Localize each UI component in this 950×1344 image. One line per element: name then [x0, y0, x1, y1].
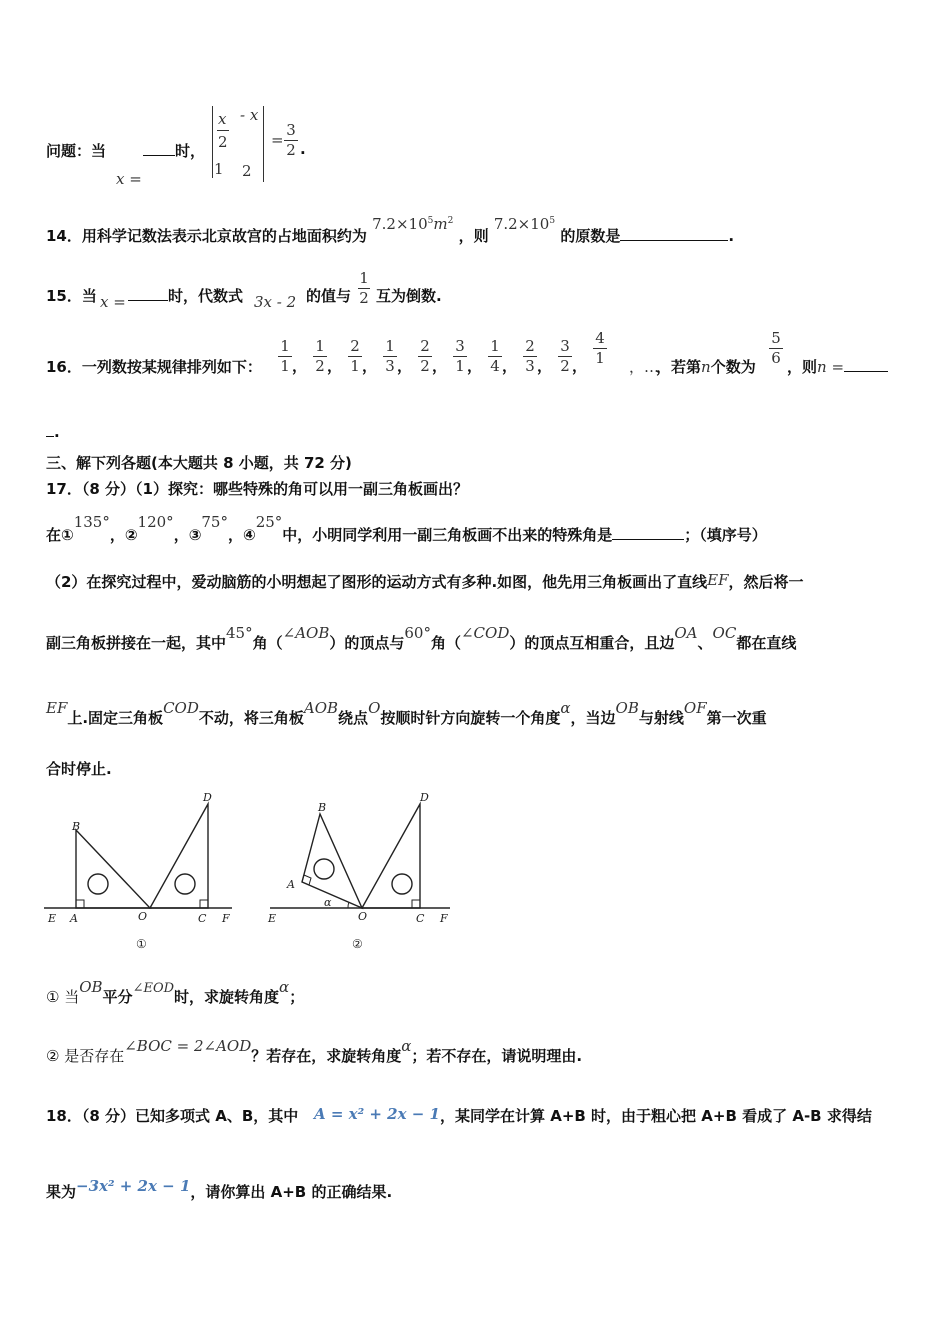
- q17-sub1-b: 平分: [102, 988, 133, 1006]
- q16-fraction: [593, 330, 607, 367]
- q16-fraction-num: 1: [490, 337, 500, 355]
- q16-comma: ，: [432, 357, 448, 375]
- fig2-triangle-aob: [302, 814, 362, 908]
- q16-fraction: [488, 330, 523, 376]
- q15-frac-num: 1: [359, 269, 369, 287]
- q14-blank[interactable]: [620, 226, 728, 241]
- figure-2: [267, 791, 450, 951]
- fig1-label-a: A: [70, 912, 78, 925]
- q16-target-fraction: [769, 330, 783, 367]
- q14-area: [372, 215, 453, 233]
- q16-text3: 个数为: [710, 358, 756, 376]
- q18-text4: ，请你算出 A+B 的正确结果.: [190, 1183, 393, 1201]
- q16-fraction-num: 3: [560, 337, 570, 355]
- q17-angle-25: 25°: [255, 513, 283, 531]
- q13-det-a: x: [218, 110, 227, 128]
- q16-fraction-num: 3: [455, 337, 465, 355]
- q17-p2-b: ，然后将一: [728, 573, 804, 591]
- q17-sub2-eq: ∠BOC = 2∠AOD: [124, 1037, 252, 1055]
- q16-fraction-den: 2: [315, 357, 325, 375]
- q17-p3-60: 60°: [404, 624, 431, 642]
- q13-det-c: - x: [240, 106, 259, 124]
- q17-sub1: [46, 978, 305, 1007]
- q14-num: [494, 215, 555, 233]
- q18-text3: 果为: [46, 1183, 77, 1201]
- q17-p2: [46, 571, 804, 592]
- q16-blank[interactable]: [844, 357, 888, 372]
- q15-blank-group: [128, 285, 243, 306]
- q17-p4-of: OF: [683, 699, 707, 717]
- q17-p3-e: ）的顶点互相重合，且边: [509, 634, 675, 652]
- q16-cont-period: .: [54, 423, 60, 441]
- q17-line2-c: ，③: [173, 526, 202, 544]
- q18-formula-a: A = x² + 2x − 1: [313, 1105, 440, 1123]
- q16-fraction-num: 1: [280, 337, 290, 355]
- q16-comma: ，: [537, 357, 553, 375]
- q17-line2: [46, 513, 767, 545]
- q16-fraction: [383, 330, 418, 376]
- q14-area-base: 7.2×10: [372, 215, 428, 233]
- q17-line2-d: ，④: [227, 526, 256, 544]
- q16-ellipsis-glyph: …: [644, 358, 660, 376]
- q13-blank[interactable]: [143, 141, 175, 156]
- q17-sub1-c: 时，求旋转角度: [174, 988, 280, 1006]
- q17-p4-b: 不动，将三角板: [198, 709, 304, 727]
- q13-eq-den: 2: [286, 141, 296, 159]
- q17-p4-c: 绕点: [338, 709, 369, 727]
- q17-p3-oa: OA: [674, 624, 698, 642]
- q16-fraction: [278, 330, 313, 376]
- q17-figures: [40, 786, 460, 956]
- q17-p3-aob: ∠AOB: [282, 624, 330, 642]
- q16-fraction-num: 2: [420, 337, 430, 355]
- q16-fraction-num: 2: [350, 337, 360, 355]
- q15-text3: 的值与: [306, 287, 352, 305]
- q17-p3-45: 45°: [226, 624, 253, 642]
- fig2-caption: ②: [352, 937, 363, 951]
- q16-ellipsis: ，…: [629, 358, 660, 376]
- q13-det-a-bar: [217, 130, 229, 131]
- fig2-label-d: D: [420, 791, 429, 804]
- q17-p3-c: ）的顶点与: [329, 634, 405, 652]
- q17-line2-e: 中，小明同学利用一副三角板画不出来的特殊角是: [282, 526, 613, 544]
- q17-p3-b: 角（: [252, 634, 283, 652]
- q17-sub1-alpha: α: [279, 978, 290, 996]
- fig2-right-angle-c: [412, 900, 420, 908]
- q16-fraction-den: 1: [595, 349, 605, 367]
- q16-fraction-den: 3: [385, 357, 395, 375]
- q16-target-num: 5: [771, 329, 781, 347]
- q16-text4: ，则: [787, 358, 818, 376]
- q16-blank-cont[interactable]: [46, 422, 54, 437]
- q16-fraction-num: 1: [385, 337, 395, 355]
- q18-line2: [46, 1177, 393, 1202]
- q15-fraction: [358, 270, 370, 307]
- q14-num-exp: 5: [549, 216, 556, 226]
- q16-fraction: [313, 330, 348, 376]
- q17-sub2: [46, 1037, 583, 1066]
- q17-sub1-d: ；: [289, 988, 305, 1006]
- fig2-hole-2: [392, 874, 412, 894]
- q16-target-den: 6: [771, 349, 781, 367]
- q17-p4-g: 第一次重: [706, 709, 767, 727]
- fig1-label-c: C: [198, 912, 207, 925]
- q17-p4-alpha: α: [560, 699, 571, 717]
- q16-text2-group: [656, 356, 756, 377]
- q14-area-exp: 5: [427, 216, 434, 226]
- q16-fraction-den: 4: [490, 357, 500, 375]
- fig2-hole-1: [314, 859, 334, 879]
- q17-p4-f: 与射线: [638, 709, 684, 727]
- fig2-label-alpha: α: [324, 896, 332, 909]
- q18-line1: [46, 1105, 872, 1126]
- q13-det-b: 2: [218, 133, 228, 151]
- q13-eq-sign: =: [271, 131, 284, 149]
- q17-sub1-ob: OB: [79, 978, 103, 996]
- q16-fraction: [418, 330, 453, 376]
- q16-n: n: [701, 358, 711, 376]
- q14-period: .: [728, 227, 735, 245]
- fig1-right-angle-c: [200, 900, 208, 908]
- q17-line2-a: 在①: [46, 526, 74, 544]
- q16-comma: ，: [397, 357, 413, 375]
- q17-sub1-eod: ∠EOD: [132, 981, 175, 996]
- q15-blank[interactable]: [128, 286, 168, 301]
- q13-prefix: 问题：当: [46, 142, 107, 160]
- fig2-label-a: A: [287, 878, 295, 891]
- q17-line2-b: ，②: [109, 526, 138, 544]
- q16-text1: 16．一列数按某规律排列如下：: [46, 358, 262, 376]
- q14-text2: ，则: [458, 227, 489, 245]
- q16-fraction-num: 4: [595, 329, 605, 347]
- q18-text1: 18．（8 分）已知多项式 A、B，其中: [46, 1107, 299, 1125]
- q17-p4-o: O: [368, 699, 381, 717]
- fig1-label-d: D: [203, 791, 212, 804]
- fig2-triangle-cod: [362, 804, 420, 908]
- q16-comma: ，: [467, 357, 483, 375]
- q13-blank-group: [143, 140, 205, 161]
- q17-sub1-a: ① 当: [46, 988, 80, 1006]
- q13-det-left-bar: [212, 106, 213, 178]
- fig1-hole-1: [88, 874, 108, 894]
- q14-num-base: 7.2×10: [493, 215, 550, 233]
- q13-blank-after: 时，: [175, 142, 206, 160]
- q16-comma: ，: [502, 357, 518, 375]
- q17-p2-a: （2）在探究过程中，爱动脑筋的小明想起了图形的运动方式有多种.如图，他先用三角板画出了直线: [46, 573, 708, 591]
- q17-p4-ef: EF: [46, 699, 68, 717]
- q17-p3-oc: OC: [712, 624, 737, 642]
- q17-p4-cod: COD: [163, 699, 199, 717]
- q17-angle-135: 135°: [73, 513, 110, 531]
- q17-p4: [46, 699, 767, 728]
- q16-fraction-den: 2: [560, 357, 570, 375]
- fig2-alpha-arc: [348, 902, 349, 908]
- q16-fraction: [523, 330, 558, 376]
- q15-expr: 3x - 2: [254, 293, 297, 311]
- fig2-label-o: O: [358, 910, 368, 923]
- fig1-hole-2: [175, 874, 195, 894]
- q16-fraction-den: 3: [525, 357, 535, 375]
- q16-fraction: [348, 330, 383, 376]
- q17-blank[interactable]: [612, 525, 684, 540]
- q17-p4-d: 按顺时针方向旋转一个角度: [380, 709, 561, 727]
- q17-p2-ef: EF: [707, 571, 729, 589]
- q16-fraction: [453, 330, 488, 376]
- fig1-triangle-aob: [76, 830, 150, 908]
- q15-text4: 互为倒数.: [376, 287, 442, 305]
- q14-text1: 14．用科学记数法表示北京故宫的占地面积约为: [46, 227, 367, 245]
- q16-comma: ，: [292, 357, 308, 375]
- fig2-label-b: B: [318, 801, 327, 814]
- q16-fraction-den: 1: [280, 357, 290, 375]
- fig1-right-angle-a: [76, 900, 84, 908]
- q16-sequence: [278, 330, 607, 375]
- q17-line2-f: ；（填序号）: [684, 526, 767, 544]
- q17-p4-e: ，当边: [570, 709, 616, 727]
- q13-det-d: 1: [214, 160, 224, 178]
- q16-fraction-den: 1: [350, 357, 360, 375]
- q17-sub2-c: ；若不存在，请说明理由.: [411, 1047, 583, 1065]
- q16-text4-group: [787, 356, 888, 377]
- fig2-right-angle-a: [302, 875, 311, 885]
- q16-cont: [46, 422, 60, 441]
- q16-fraction-den: 1: [455, 357, 465, 375]
- figure-1: [44, 791, 232, 951]
- q14-unit-exp: 2: [447, 216, 454, 226]
- q16-fraction-den: 2: [420, 357, 430, 375]
- q15-frac-den: 2: [359, 289, 369, 307]
- q13-period: .: [300, 140, 306, 158]
- q13-eq-num: 3: [286, 121, 296, 139]
- q16-fraction: [558, 330, 593, 376]
- q15-x-eq: x =: [100, 293, 126, 311]
- q16-comma: ，: [327, 357, 343, 375]
- section-heading: 三、解下列各题(本大题共 8 小题，共 72 分): [46, 454, 352, 472]
- fig2-label-e: E: [268, 912, 277, 925]
- q18-formula-b: −3x² + 2x − 1: [76, 1177, 191, 1195]
- fig2-label-f: F: [440, 912, 448, 925]
- q17-p3: [46, 624, 797, 653]
- fig1-label-b: B: [72, 820, 81, 833]
- q17-p3-f: 、: [697, 634, 713, 652]
- q15-text2: 时，代数式: [168, 287, 244, 305]
- q14-unit: m: [433, 215, 448, 233]
- q16-fraction-num: 2: [525, 337, 535, 355]
- q17-angle-120: 120°: [137, 513, 174, 531]
- fig2-label-c: C: [416, 912, 425, 925]
- q14-text3: 的原数是: [560, 227, 621, 245]
- fig1-caption: ①: [136, 937, 147, 951]
- q16-fraction-num: 1: [315, 337, 325, 355]
- q13-det-e: 2: [242, 162, 252, 180]
- q17-sub2-a: ② 是否存在: [46, 1047, 125, 1065]
- q17-p4-a: 上.固定三角板: [67, 709, 164, 727]
- fig1-label-e: E: [48, 912, 57, 925]
- fig1-label-f: F: [222, 912, 230, 925]
- q13-eq-fraction: [284, 122, 298, 159]
- q17-p3-a: 副三角板拼接在一起，其中: [46, 634, 227, 652]
- q13-x-eq: x =: [116, 170, 142, 188]
- q17-p4-ob: OB: [615, 699, 639, 717]
- q16-text2: ，若第: [656, 358, 702, 376]
- q17-p3-cod: ∠COD: [460, 624, 510, 642]
- q17-p3-d: 角（: [430, 634, 461, 652]
- q17-p5: 合时停止.: [46, 760, 112, 778]
- q16-comma: ，: [362, 357, 378, 375]
- q16-n-eq: n =: [817, 358, 845, 376]
- q13-det-right-bar: [263, 106, 264, 182]
- q17-sub2-b: ？若存在，求旋转角度: [251, 1047, 402, 1065]
- q17-title: 17．（8 分）（1）探究：哪些特殊的角可以用一副三角板画出？: [46, 480, 468, 498]
- q15-text1: 15．当: [46, 287, 97, 305]
- q17-angle-75: 75°: [201, 513, 228, 531]
- q16-comma: ，: [572, 357, 588, 375]
- fig1-label-o: O: [138, 910, 148, 923]
- q18-text2: ，某同学在计算 A+B 时，由于粗心把 A+B 看成了 A-B 求得结: [440, 1107, 872, 1125]
- q17-p3-g: 都在直线: [736, 634, 797, 652]
- q17-p4-aob: AOB: [303, 699, 339, 717]
- q17-sub2-alpha: α: [401, 1037, 412, 1055]
